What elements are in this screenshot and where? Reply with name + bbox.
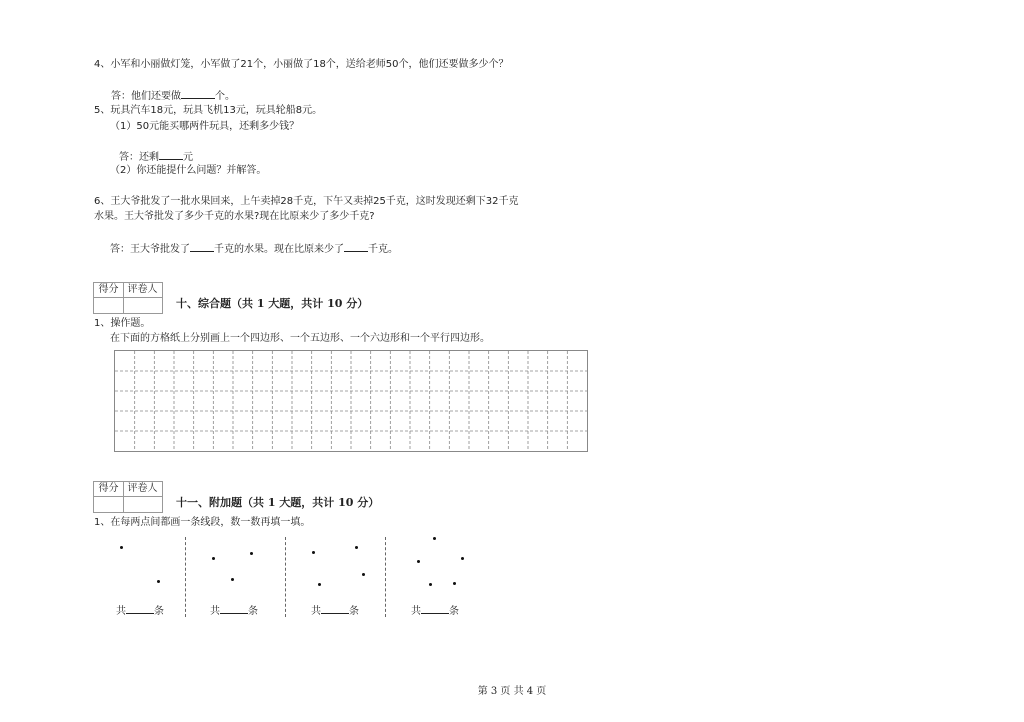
- q5-sub2: （2）你还能提什么问题？并解答。: [110, 165, 267, 176]
- point: [362, 573, 365, 576]
- point: [453, 582, 456, 585]
- q6-answer-blank-1[interactable]: [190, 242, 214, 252]
- panel-suffix: 条: [449, 606, 459, 617]
- panel-prefix: 共: [116, 606, 126, 617]
- panel-suffix: 条: [154, 606, 164, 617]
- score-box-section11: [93, 481, 163, 513]
- panel-divider: [285, 537, 286, 617]
- section10-q1-title: 1、操作题。: [94, 318, 151, 329]
- q5-sub1-answer: [119, 150, 193, 164]
- score-label: 得分: [98, 483, 119, 494]
- section11-q1-text: 1、在每两点间都画一条线段，数一数再填一填。: [94, 517, 311, 528]
- grader-label: 评卷人: [127, 483, 158, 494]
- point: [433, 537, 436, 540]
- panel-prefix: 共: [210, 606, 220, 617]
- grader-label: 评卷人: [127, 284, 158, 295]
- q6-answer-part-c: 千克。: [368, 244, 398, 255]
- panel-divider: [385, 537, 386, 617]
- point: [250, 552, 253, 555]
- page-number: 第 3 页 共 4 页: [477, 686, 547, 697]
- panel-suffix: 条: [349, 606, 359, 617]
- q6-line2: 水果。王大爷批发了多少千克的水果?现在比原来少了多少千克?: [94, 211, 375, 222]
- panel-1-answer: [116, 604, 164, 618]
- point: [355, 546, 358, 549]
- panel-2-blank[interactable]: [220, 604, 248, 614]
- q6-answer: [110, 242, 398, 256]
- panel-4-answer: [411, 604, 459, 618]
- q6-answer-part-b: 千克的水果。现在比原来少了: [214, 244, 344, 255]
- q5-sub1-answer-blank[interactable]: [159, 150, 183, 160]
- point: [120, 546, 123, 549]
- panel-divider: [185, 537, 186, 617]
- panel-3-blank[interactable]: [321, 604, 349, 614]
- point: [461, 557, 464, 560]
- q5-sub1: （1）50元能买哪两件玩具，还剩多少钱？: [110, 121, 300, 132]
- q4-answer-blank[interactable]: [181, 89, 215, 99]
- q6-line1: 6、王大爷批发了一批水果回来，上午卖掉28千克，下午又卖掉25千克，这时发现还剩下32千克: [94, 196, 519, 207]
- score-box-section10: [93, 282, 163, 314]
- q6-answer-part-a: 答：王大爷批发了: [110, 244, 190, 255]
- q4-answer-prefix: 答：他们还要做: [111, 91, 181, 102]
- point: [318, 583, 321, 586]
- panel-prefix: 共: [311, 606, 321, 617]
- section10-title: 十、综合题（共 1 大题，共计 10 分）: [176, 297, 369, 310]
- q4-answer: [111, 89, 235, 103]
- point: [312, 551, 315, 554]
- point: [417, 560, 420, 563]
- panel-prefix: 共: [411, 606, 421, 617]
- panel-3-answer: [311, 604, 359, 618]
- panel-suffix: 条: [248, 606, 258, 617]
- section11-title: 十一、附加题（共 1 大题，共计 10 分）: [176, 496, 380, 509]
- q4-answer-suffix: 个。: [215, 91, 235, 102]
- panel-4-blank[interactable]: [421, 604, 449, 614]
- grid-paper[interactable]: [114, 350, 588, 452]
- q6-answer-blank-2[interactable]: [344, 242, 368, 252]
- q5-sub1-answer-suffix: 元: [183, 152, 193, 163]
- grid-lines: [115, 351, 587, 451]
- q4-text: 4、小军和小丽做灯笼，小军做了21个，小丽做了18个，送给老师50个，他们还要做多少个？: [94, 59, 509, 70]
- point: [212, 557, 215, 560]
- panel-2-answer: [210, 604, 258, 618]
- score-label: 得分: [98, 284, 119, 295]
- point: [231, 578, 234, 581]
- q5-text: 5、玩具汽车18元，玩具飞机13元，玩具轮船8元。: [94, 105, 323, 116]
- panel-1-blank[interactable]: [126, 604, 154, 614]
- section10-q1-text: 在下面的方格纸上分别画上一个四边形、一个五边形、一个六边形和一个平行四边形。: [110, 333, 490, 344]
- q5-sub1-answer-prefix: 答：还剩: [119, 152, 159, 163]
- point: [429, 583, 432, 586]
- point: [157, 580, 160, 583]
